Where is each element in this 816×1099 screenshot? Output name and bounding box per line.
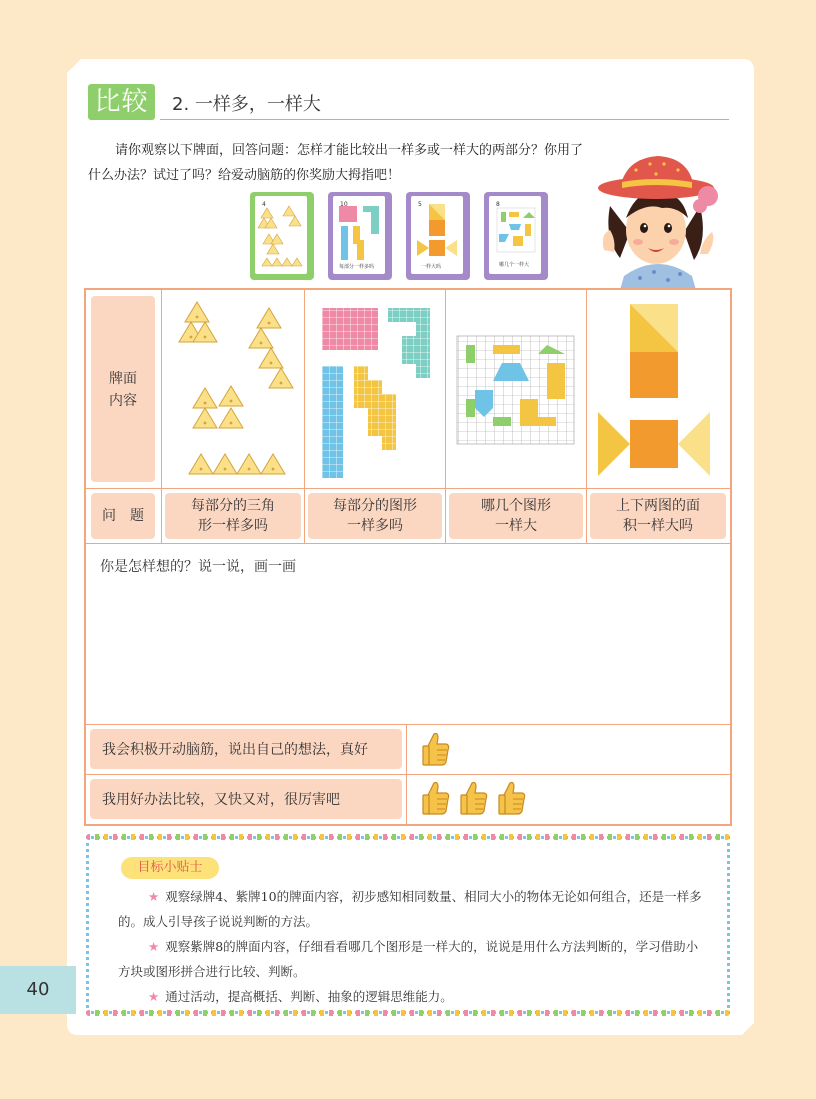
tips-label: 目标小贴士 <box>121 857 219 879</box>
question-1: 每部分的三角 形一样多吗 <box>191 498 275 534</box>
thumbs-up-icon[interactable] <box>458 779 490 817</box>
thumbs-up-icon[interactable] <box>420 730 452 768</box>
card-purple-8 <box>484 192 548 280</box>
drawing-prompt: 你是怎样想的？说一说，画一画 <box>100 559 296 575</box>
girl-character-illustration <box>596 148 720 290</box>
row-label-content: 牌面 内容 <box>109 371 137 409</box>
row-divider <box>86 488 730 489</box>
card-purple-5 <box>406 192 470 280</box>
grid-shapes-illustration <box>308 296 442 482</box>
tip-item-2: ★ 观察紫牌8的牌面内容，仔细看看哪几个图形是一样大的，说说是用什么方法判断的，学习借助小方块或图形拼合进行比较、判断。 <box>118 939 699 979</box>
orange-squares-bowtie-illustration <box>590 296 726 482</box>
intro-paragraph: 请你观察以下牌面，回答问题：怎样才能比较出一样多或一样大的两部分？你用了什么办法？试过了吗？给爱动脑筋的你奖励大拇指吧！ <box>88 143 584 183</box>
star-icon: ★ <box>148 989 160 1004</box>
thumbs-up-icon[interactable] <box>420 779 452 817</box>
column-divider <box>586 290 587 543</box>
triangles-illustration <box>165 296 301 482</box>
card-caption: 一样大吗 <box>421 264 442 270</box>
card-number: 5 <box>418 201 422 208</box>
column-divider <box>304 290 305 543</box>
column-divider <box>161 290 162 543</box>
evaluation-text-2: 我用好办法比较，又快又对，很厉害吧 <box>102 792 340 808</box>
card-number: 4 <box>262 201 266 208</box>
star-icon: ★ <box>148 939 160 954</box>
card-number: 8 <box>496 201 500 208</box>
column-divider <box>445 290 446 543</box>
row-divider <box>86 543 730 544</box>
section-tag: 比较 <box>88 84 155 120</box>
row-divider <box>86 774 730 775</box>
tip-item-1: ★ 观察绿牌4、紫牌10的牌面内容，初步感知相同数量、相同大小的物体无论如何组合，还是一样多的。成人引导孩子说说判断的方法。 <box>118 889 702 929</box>
row-divider <box>86 724 730 725</box>
question-3: 哪几个图形 一样大 <box>481 498 551 534</box>
card-caption: 哪几个一样大 <box>499 262 530 268</box>
pattern-block-grid-illustration <box>449 296 583 482</box>
drawing-area[interactable] <box>90 580 726 720</box>
evaluation-text-1: 我会积极开动脑筋，说出自己的想法，真好 <box>102 742 368 758</box>
page-number: 40 <box>0 966 76 1014</box>
card-purple-10 <box>328 192 392 280</box>
card-green-4 <box>250 192 314 280</box>
row-label-question: 问 题 <box>102 508 144 524</box>
title-underline <box>160 119 729 120</box>
tips-border-dots <box>86 834 730 840</box>
card-number: 10 <box>340 201 348 208</box>
question-2: 每部分的图形 一样多吗 <box>333 498 417 534</box>
question-4: 上下两图的面 积一样大吗 <box>616 498 700 534</box>
thumbs-up-icon[interactable] <box>496 779 528 817</box>
star-icon: ★ <box>148 889 160 904</box>
tips-border-dots <box>86 1010 730 1016</box>
column-divider <box>406 724 407 824</box>
lesson-title: 2. 一样多，一样大 <box>172 94 321 115</box>
card-caption: 每部分一样多吗 <box>339 264 375 270</box>
tip-item-3: ★ 通过活动，提高概括、判断、抽象的逻辑思维能力。 <box>148 989 453 1004</box>
